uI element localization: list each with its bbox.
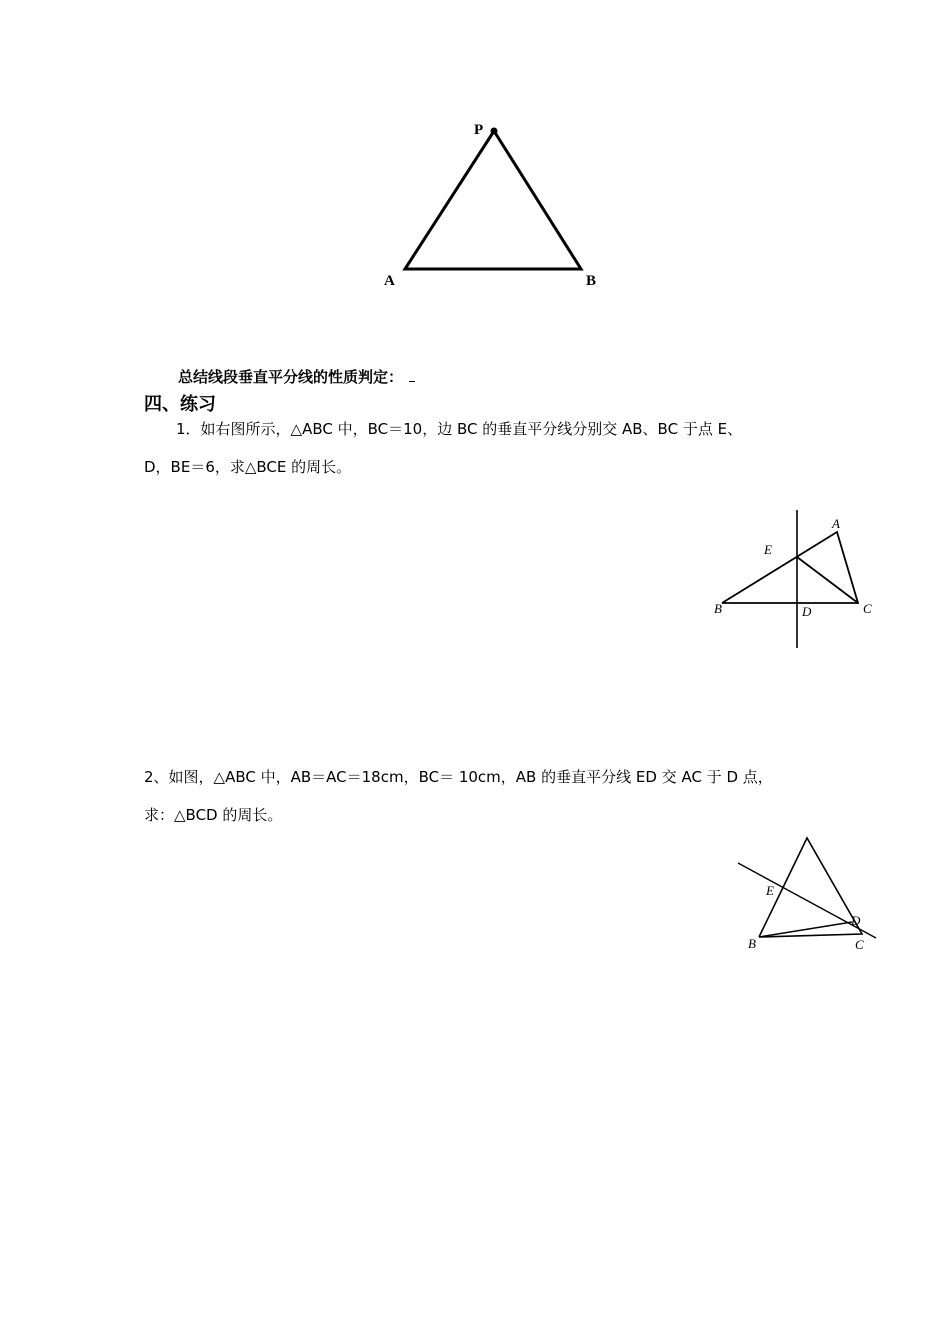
- exercise2-line1: 2、如图，△ABC 中，AB＝AC＝18cm，BC＝ 10cm，AB 的垂直平分线 ED 交 AC 于 D 点，: [144, 768, 773, 786]
- exercise1-line2: D，BE＝6，求△BCE 的周长。: [144, 458, 352, 476]
- vertex-label-a: A: [384, 273, 395, 289]
- fig1-label-a: A: [832, 516, 840, 531]
- exercise2-line2: 求：△BCD 的周长。: [144, 806, 283, 824]
- triangle-pab: [405, 131, 581, 269]
- exercise2-figure: [730, 830, 890, 960]
- fig1-label-d: D: [802, 604, 812, 619]
- point-p-dot: [491, 128, 498, 135]
- vertex-label-p: P: [474, 122, 484, 138]
- exercise1-line1: 1．如右图所示，△ABC 中，BC＝10，边 BC 的垂直平分线分别交 AB、BC 于点 E、: [176, 420, 743, 438]
- fig1-label-e: E: [764, 542, 772, 557]
- segment-ec: [797, 557, 858, 603]
- section-title: 四、练习: [144, 394, 216, 415]
- triangle-abc: [722, 532, 858, 603]
- triangle-pab-figure: [0, 0, 950, 320]
- answer-blank: [409, 369, 415, 382]
- fig2-label-d: D: [851, 913, 861, 928]
- fig1-label-c: C: [863, 601, 872, 616]
- fig2-label-c: C: [855, 937, 864, 952]
- vertex-label-b: B: [586, 273, 597, 289]
- exercise1-figure: [700, 500, 900, 660]
- fig2-label-e: E: [766, 883, 774, 898]
- fig2-label-b: B: [748, 936, 756, 951]
- fig1-label-b: B: [714, 601, 722, 616]
- summary-line: [178, 366, 415, 387]
- summary-text: 总结线段垂直平分线的性质判定：: [178, 368, 404, 386]
